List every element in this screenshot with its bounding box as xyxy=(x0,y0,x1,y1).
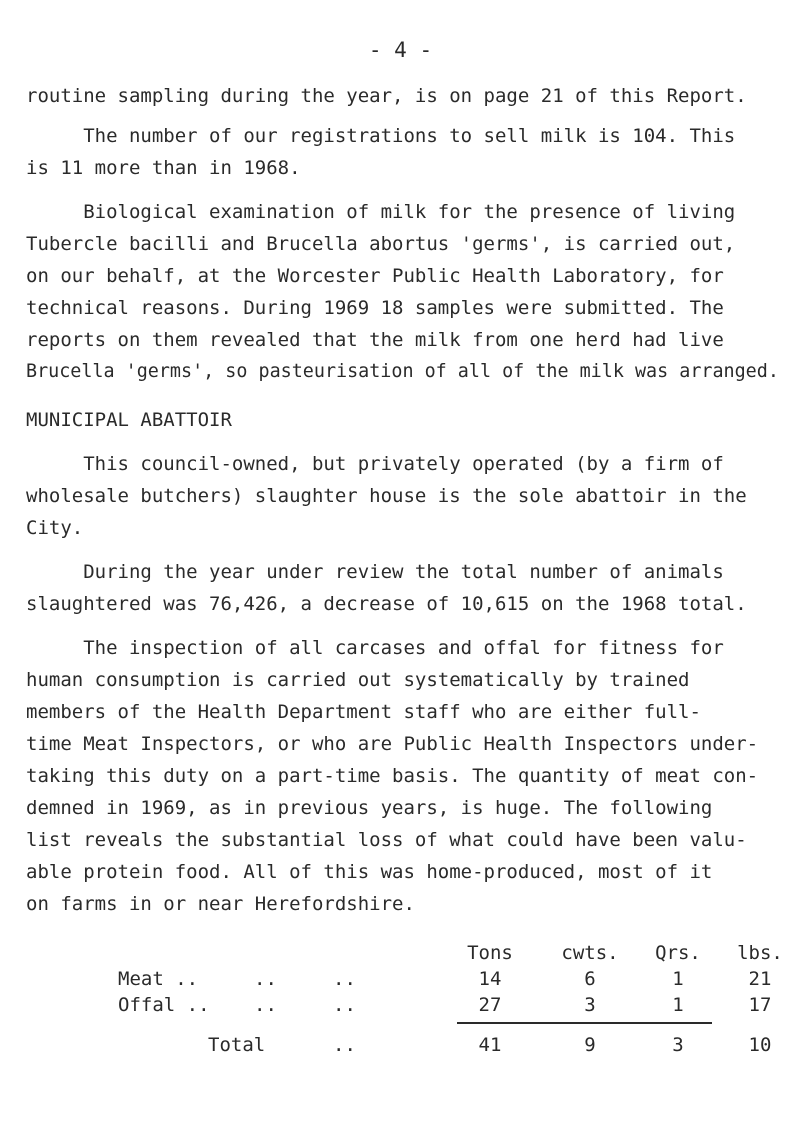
text-line: demned in 1969, as in previous years, is huge. The following xyxy=(26,797,713,819)
table-header-row xyxy=(0,942,801,966)
row-label: Meat .. xyxy=(118,968,199,990)
cell-cwts: 3 xyxy=(584,994,596,1016)
total-qrs: 3 xyxy=(672,1034,684,1056)
cell-cwts: 6 xyxy=(584,968,596,990)
header-qrs: Qrs. xyxy=(655,942,701,964)
text-line: on our behalf, at the Worcester Public Health Laboratory, for xyxy=(26,265,724,287)
total-leader-dots: .. xyxy=(333,1034,356,1056)
text-line: on farms in or near Herefordshire. xyxy=(26,893,415,915)
text-line: able protein food. All of this was home-produced, most of it xyxy=(26,861,713,883)
cell-lbs: 17 xyxy=(748,994,772,1016)
table-row-meat xyxy=(0,968,801,992)
text-line: This council-owned, but privately operated (by a firm of xyxy=(26,453,724,475)
text-line: list reveals the substantial loss of what could have been valu- xyxy=(26,829,747,851)
text-line: The inspection of all carcases and offal for fitness for xyxy=(26,637,724,659)
text-line: taking this duty on a part-time basis. The quantity of meat con- xyxy=(26,765,759,787)
cell-qrs: 1 xyxy=(672,994,684,1016)
table-row-offal xyxy=(0,994,801,1018)
text-line: human consumption is carried out systematically by trained xyxy=(26,669,690,691)
text-line: Tubercle bacilli and Brucella abortus 'germs', is carried out, xyxy=(26,233,736,255)
text-line: routine sampling during the year, is on page 21 of this Report. xyxy=(26,85,747,107)
text-line: technical reasons. During 1969 18 samples were submitted. The xyxy=(26,297,724,319)
page-number: - 4 - xyxy=(368,38,433,62)
cell-tons: 14 xyxy=(478,968,502,990)
cell-lbs: 21 xyxy=(748,968,772,990)
text-line: wholesale butchers) slaughter house is the sole abattoir in the xyxy=(26,485,747,507)
header-lbs: lbs. xyxy=(737,942,783,964)
text-line: reports on them revealed that the milk from one herd had live xyxy=(26,329,724,351)
text-line: City. xyxy=(26,517,84,539)
total-lbs: 10 xyxy=(748,1034,772,1056)
text-line: members of the Health Department staff who are either full- xyxy=(26,701,701,723)
text-line: is 11 more than in 1968. xyxy=(26,157,301,179)
total-cwts: 9 xyxy=(584,1034,596,1056)
row-leader-dots: .. xyxy=(333,994,356,1016)
text-line: slaughtered was 76,426, a decrease of 10,615 on the 1968 total. xyxy=(26,593,747,615)
row-label: Offal .. xyxy=(118,994,210,1016)
row-leader-dots: .. xyxy=(254,994,277,1016)
header-tons: Tons xyxy=(467,942,513,964)
cell-tons: 27 xyxy=(478,994,502,1016)
total-rule xyxy=(457,1022,712,1024)
cell-qrs: 1 xyxy=(672,968,684,990)
header-cwts: cwts. xyxy=(561,942,619,964)
table-row-total xyxy=(0,1034,801,1058)
text-line: Biological examination of milk for the presence of living xyxy=(26,201,736,223)
total-tons: 41 xyxy=(478,1034,502,1056)
text-line: Brucella 'germs', so pasteurisation of all of the milk was arranged. xyxy=(26,361,779,382)
text-line: During the year under review the total number of animals xyxy=(26,561,724,583)
row-leader-dots: .. xyxy=(254,968,277,990)
total-label: Total xyxy=(208,1034,266,1056)
text-line: time Meat Inspectors, or who are Public Health Inspectors under- xyxy=(26,733,759,755)
row-leader-dots: .. xyxy=(333,968,356,990)
section-heading: MUNICIPAL ABATTOIR xyxy=(26,409,232,431)
text-line: The number of our registrations to sell milk is 104. This xyxy=(26,125,736,147)
